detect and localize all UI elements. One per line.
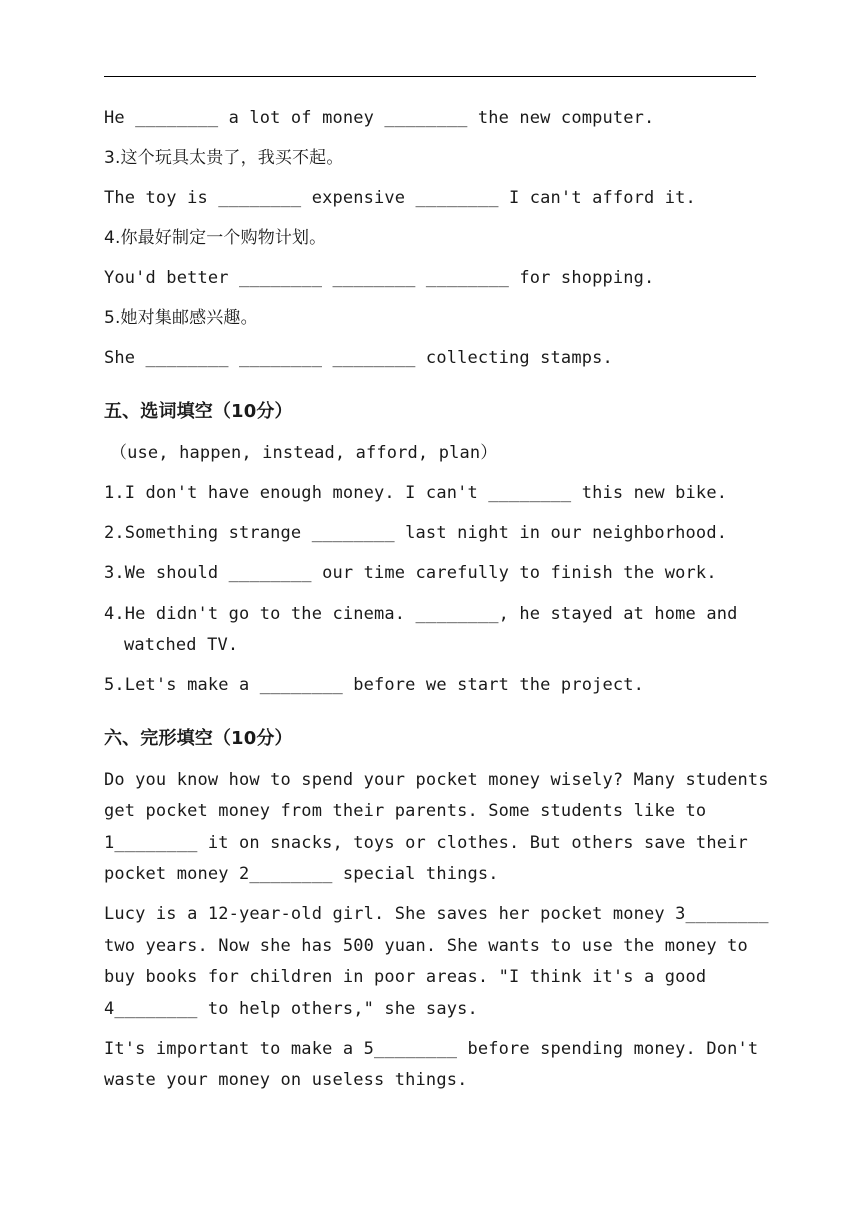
cloze-paragraph-1-line-4: pocket money 2________ special things.	[104, 864, 499, 884]
cloze-paragraph-2-line-2: two years. Now she has 500 yuan. She wants to use the money to	[104, 936, 748, 956]
fill-in-item-5: 5.Let's make a ________ before we start the project.	[104, 675, 645, 695]
fill-in-item-2: 2.Something strange ________ last night in our neighborhood.	[104, 523, 728, 543]
fill-in-item-4-continued: watched TV.	[124, 635, 239, 655]
fill-in-item-3: 3.We should ________ our time carefully to finish the work.	[104, 563, 717, 583]
cloze-paragraph-3-line-2: waste your money on useless things.	[104, 1070, 468, 1090]
worksheet-page	[104, 0, 769, 1216]
translation-prompt-5: 5.她对集邮感兴趣。	[104, 308, 258, 328]
translation-answer-line-2: He ________ a lot of money ________ the new computer.	[104, 108, 655, 128]
translation-prompt-4: 4.你最好制定一个购物计划。	[104, 228, 327, 248]
translation-answer-line-4: You'd better ________ ________ ________ for shopping.	[104, 268, 655, 288]
cloze-paragraph-1-line-2: get pocket money from their parents. Some students like to	[104, 801, 707, 821]
word-bank: （use, happen, instead, afford, plan）	[110, 443, 498, 463]
header-rule	[104, 76, 756, 77]
fill-in-item-4: 4.He didn't go to the cinema. ________, he stayed at home and	[104, 604, 738, 624]
cloze-paragraph-3-line-1: It's important to make a 5________ before spending money. Don't	[104, 1039, 759, 1059]
cloze-paragraph-2-line-4: 4________ to help others," she says.	[104, 999, 478, 1019]
cloze-paragraph-1-line-1: Do you know how to spend your pocket money wisely? Many students	[104, 770, 769, 790]
section-5-heading: 五、选词填空（10分）	[104, 401, 293, 422]
cloze-paragraph-1-line-3: 1________ it on snacks, toys or clothes. But others save their	[104, 833, 748, 853]
cloze-paragraph-2-line-1: Lucy is a 12-year-old girl. She saves her pocket money 3________	[104, 904, 769, 924]
translation-prompt-3: 3.这个玩具太贵了，我买不起。	[104, 148, 344, 168]
cloze-paragraph-2-line-3: buy books for children in poor areas. "I think it's a good	[104, 967, 707, 987]
translation-answer-line-3: The toy is ________ expensive ________ I can't afford it.	[104, 188, 696, 208]
fill-in-item-1: 1.I don't have enough money. I can't ________ this new bike.	[104, 483, 728, 503]
translation-answer-line-5: She ________ ________ ________ collecting stamps.	[104, 348, 613, 368]
section-6-heading: 六、完形填空（10分）	[104, 728, 293, 749]
